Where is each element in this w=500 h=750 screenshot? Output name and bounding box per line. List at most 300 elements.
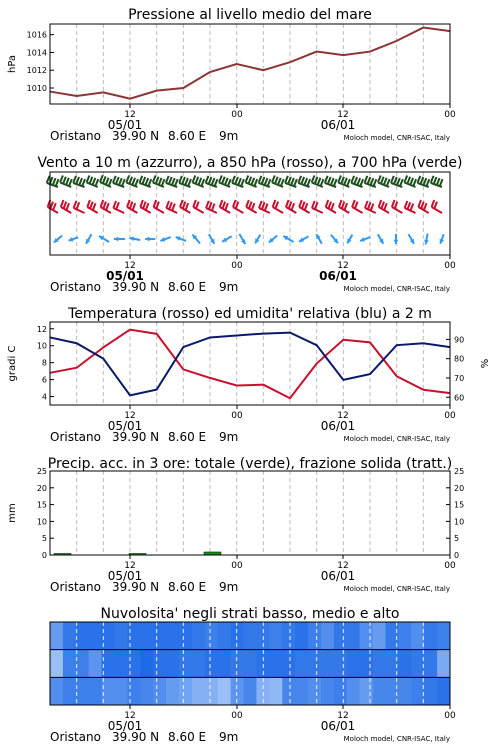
barb-feather [325, 176, 328, 183]
barb-feather [407, 177, 410, 184]
cloud-cell-alto [424, 622, 437, 650]
barb-feather [122, 179, 125, 186]
barb-feather [140, 200, 143, 207]
temperature-line [50, 330, 450, 399]
barb-feather [228, 179, 231, 186]
barb-feather [64, 202, 67, 209]
barb-feather [262, 177, 265, 184]
wind-barb-700-hPa [126, 176, 138, 187]
cloud-cell-medio [411, 650, 424, 678]
barb-feather [347, 179, 350, 186]
wind-barb-850-hPa [206, 201, 217, 213]
cloud-cell-medio [308, 650, 321, 678]
wind-barb-700-hPa [206, 176, 218, 187]
wind-barb-700-hPa [73, 176, 85, 187]
barb-feather [432, 200, 435, 207]
chart-title: Pressione al livello medio del mare [128, 7, 372, 23]
barb-feather [206, 176, 209, 183]
y-axis-label: hPa [7, 54, 18, 74]
pressure-line [50, 28, 450, 99]
barb-feather [60, 176, 63, 183]
y-right-tick-label: 90 [454, 335, 465, 345]
barb-feather [219, 176, 222, 183]
cloud-cell-basso [398, 677, 411, 705]
y-tick-label: 10 [36, 517, 47, 527]
barb-feather [405, 201, 408, 208]
barb-feather [404, 176, 407, 183]
y-right-tick-label: 0 [454, 551, 460, 560]
y-right-tick-label: 10 [454, 517, 465, 527]
barb-feather [387, 179, 390, 186]
barb-feather [232, 176, 235, 183]
barb-feather [90, 177, 93, 184]
barb-feather [252, 203, 255, 210]
barb-feather [418, 200, 421, 207]
location-lon: 8.60 E [168, 430, 207, 444]
barb-feather [146, 203, 149, 210]
wind-barb-850-hPa [246, 200, 256, 213]
cloud-cell-alto [360, 622, 373, 650]
barb-feather [133, 203, 136, 210]
wind-barb-700-hPa [139, 176, 151, 187]
wind-barb-850-hPa [379, 200, 389, 213]
barb-feather [47, 176, 50, 183]
barb-shaft [74, 208, 85, 213]
wind-barb-10-m [255, 235, 260, 244]
barb-feather [156, 177, 159, 184]
cloud-cell-basso [308, 677, 321, 705]
location-elev: 9m [219, 730, 239, 744]
barb-feather [417, 176, 420, 183]
cloud-cell-basso [360, 677, 373, 705]
cloud-cell-alto [89, 622, 102, 650]
wind-barb-10-m [269, 235, 277, 242]
barb-feather [305, 203, 308, 210]
cloud-cell-alto [334, 622, 347, 650]
barb-shaft [233, 207, 243, 213]
barb-shaft [312, 208, 323, 213]
date-label: 05/01 [106, 269, 144, 283]
x-tick-label: 00 [231, 110, 243, 120]
wind-barb-700-hPa [351, 176, 363, 187]
cloud-cell-alto [373, 622, 386, 650]
cloud-cell-basso [437, 677, 450, 705]
cloud-cell-medio [89, 650, 102, 678]
wind-barb-10-m [283, 236, 293, 242]
barb-feather [259, 176, 262, 183]
cloud-cell-medio [179, 650, 192, 678]
wind-barb-700-hPa [272, 176, 284, 187]
cloud-cell-basso [218, 677, 231, 705]
barb-feather [427, 179, 430, 186]
barb-feather [434, 177, 437, 184]
cloud-cell-medio [205, 650, 218, 678]
barb-feather [379, 200, 382, 207]
wind-barb-850-hPa [286, 200, 296, 213]
plot-frame [50, 471, 450, 555]
barb-feather [291, 203, 294, 210]
arrow-head [114, 237, 118, 242]
barb-feather [424, 203, 427, 210]
cloud-cell-medio [166, 650, 179, 678]
cloud-cell-medio [398, 650, 411, 678]
barb-feather [93, 203, 96, 210]
wind-barb-10-m [299, 236, 309, 242]
wind-barb-10-m [69, 237, 79, 242]
barb-feather [378, 176, 381, 183]
barb-feather [193, 176, 196, 183]
barb-feather [126, 176, 129, 183]
barb-feather [66, 178, 69, 185]
chart-title: Vento a 10 m (azzurro), a 850 hPa (rosso), a 700 hPa (verde) [37, 155, 463, 171]
barb-feather [304, 178, 307, 185]
barb-feather [169, 202, 172, 209]
wind-barb-10-m [347, 235, 352, 244]
barb-feather [384, 178, 387, 185]
barb-feather [285, 176, 288, 183]
date-label: 06/01 [320, 569, 356, 583]
barb-feather [103, 176, 106, 183]
barb-feather [241, 179, 244, 186]
y-tick-label: 25 [36, 467, 47, 476]
x-tick-label: 00 [444, 110, 456, 120]
wind-barb-850-hPa [220, 200, 230, 213]
cloud-cell-medio [269, 650, 282, 678]
barb-feather [100, 175, 103, 182]
location-lat: 39.90 N [112, 280, 160, 294]
wind-barb-850-hPa [326, 200, 336, 213]
cloud-cell-alto [127, 622, 140, 650]
cloud-cell-alto [76, 622, 89, 650]
barb-feather [185, 178, 188, 185]
wind-barb-850-hPa [352, 200, 362, 213]
cloud-cell-medio [360, 650, 373, 678]
barb-feather [61, 200, 64, 207]
barb-feather [408, 202, 411, 209]
barb-feather [238, 178, 241, 185]
barb-feather [225, 178, 228, 185]
wind-barb-700-hPa [153, 176, 165, 187]
wind-barb-850-hPa [392, 200, 402, 213]
barb-feather [106, 203, 109, 210]
cloud-cell-alto [321, 622, 334, 650]
wind-barb-10-m [114, 237, 125, 242]
barb-feather [95, 179, 98, 186]
x-tick-label: 00 [231, 411, 243, 421]
barb-feather [116, 177, 119, 184]
barb-feather [182, 177, 185, 184]
cloud-cell-basso [140, 677, 153, 705]
barb-shaft [154, 207, 164, 213]
barb-feather [206, 201, 209, 208]
credit: Moloch model, CNR-ISAC, Italy [343, 585, 450, 593]
y-tick-label: 1014 [26, 48, 47, 58]
cloud-cell-alto [115, 622, 128, 650]
barb-feather [159, 178, 162, 185]
cloud-cell-alto [231, 622, 244, 650]
barb-feather [301, 177, 304, 184]
barb-feather [410, 204, 413, 211]
location-elev: 9m [219, 430, 239, 444]
location-lon: 8.60 E [168, 730, 207, 744]
wind-barb-850-hPa [166, 201, 177, 213]
cloud-cell-basso [153, 677, 166, 705]
y-tick-label: 6 [41, 375, 47, 385]
location-lat: 39.90 N [112, 580, 160, 594]
barb-feather [381, 177, 384, 184]
cloud-cell-basso [63, 677, 76, 705]
barb-feather [166, 201, 169, 208]
x-tick-label: 12 [124, 261, 136, 271]
barb-feather [193, 200, 196, 207]
wind-barb-850-hPa [101, 200, 111, 213]
barb-feather [423, 178, 426, 185]
cloud-cell-basso [231, 677, 244, 705]
cloud-cell-basso [269, 677, 282, 705]
barb-feather [79, 178, 82, 185]
barb-feather [66, 203, 69, 210]
wind-barb-700-hPa [179, 176, 191, 187]
barb-feather [129, 177, 132, 184]
barb-feather [179, 176, 182, 183]
cloud-cell-medio [63, 650, 76, 678]
barb-feather [259, 201, 262, 208]
cloud-cell-basso [115, 677, 128, 705]
wind-barb-10-m [99, 236, 109, 242]
wind-barb-850-hPa [140, 200, 150, 213]
x-tick-label: 12 [124, 411, 136, 421]
barb-shaft [113, 208, 124, 213]
y-tick-label: 1016 [26, 30, 47, 40]
arrow-head [145, 237, 149, 242]
barb-feather [56, 179, 59, 186]
cloud-cell-basso [205, 677, 218, 705]
barb-feather [286, 200, 289, 207]
location-elev: 9m [219, 129, 239, 143]
location-name: Oristano [50, 580, 101, 594]
x-tick-label: 12 [124, 110, 136, 120]
barb-feather [172, 178, 175, 185]
barb-feather [431, 176, 434, 183]
barb-feather [338, 176, 341, 183]
barb-feather [82, 179, 85, 186]
barb-feather [289, 202, 292, 209]
y-axis-label: gradi C [7, 345, 18, 382]
wind-barb-700-hPa [219, 176, 231, 187]
barb-feather [143, 202, 146, 209]
y-tick-label: 20 [36, 483, 47, 493]
barb-feather [312, 201, 315, 208]
barb-feather [391, 176, 394, 183]
y-tick-label: 1010 [26, 84, 47, 93]
y-right-tick-label: 15 [454, 500, 465, 510]
barb-feather [233, 200, 236, 207]
barb-feather [209, 202, 212, 209]
cloud-cell-basso [411, 677, 424, 705]
cloud-cell-basso [127, 677, 140, 705]
wind-barb-10-m [160, 237, 170, 242]
y-right-tick-label: 20 [454, 483, 465, 493]
barb-feather [307, 179, 310, 186]
barb-feather [236, 202, 239, 209]
cloud-cell-medio [424, 650, 437, 678]
barb-feather [331, 203, 334, 210]
date-label: 05/01 [107, 419, 143, 433]
barb-feather [212, 178, 215, 185]
barb-feather [278, 178, 281, 185]
credit: Moloch model, CNR-ISAC, Italy [343, 285, 450, 293]
x-tick-label: 12 [124, 711, 136, 721]
wind-barb-850-hPa [193, 200, 203, 213]
date-label: 06/01 [319, 269, 357, 283]
wind-barb-850-hPa [299, 200, 309, 213]
wind-barb-850-hPa [273, 200, 283, 213]
cloud-cell-basso [50, 677, 63, 705]
cloud-cell-alto [205, 622, 218, 650]
x-tick-label: 00 [444, 561, 456, 571]
barb-feather [328, 177, 331, 184]
barb-feather [374, 179, 377, 186]
cloud-cell-basso [295, 677, 308, 705]
barb-feather [434, 202, 437, 209]
barb-feather [127, 200, 130, 207]
y-tick-label: 1012 [26, 66, 47, 76]
cloud-cell-basso [424, 677, 437, 705]
wind-barb-700-hPa [245, 176, 257, 187]
y-axis-label: mm [7, 503, 18, 523]
barb-feather [212, 204, 215, 211]
location-name: Oristano [50, 129, 101, 143]
cloud-cell-medio [50, 650, 63, 678]
barb-feather [222, 177, 225, 184]
wind-barb-850-hPa [432, 200, 442, 213]
wind-barb-10-m [378, 234, 384, 244]
cloud-cell-medio [76, 650, 89, 678]
cloud-cell-alto [282, 622, 295, 650]
cloud-cell-basso [89, 677, 102, 705]
y-tick-label: 8 [41, 358, 47, 368]
wind-barb-10-m [316, 234, 322, 244]
y-right-axis-label: % [480, 358, 491, 369]
barb-feather [195, 177, 198, 184]
barb-feather [50, 202, 53, 209]
wind-barb-10-m [331, 235, 338, 243]
barb-feather [410, 178, 413, 185]
barb-feather [397, 178, 400, 185]
cloud-cell-alto [192, 622, 205, 650]
wind-barb-700-hPa [259, 176, 271, 187]
cloud-cell-medio [321, 650, 334, 678]
date-label: 05/01 [107, 118, 143, 132]
wind-barb-700-hPa [325, 176, 337, 187]
barb-feather [93, 178, 96, 185]
wind-barb-700-hPa [312, 176, 324, 187]
barb-feather [188, 179, 191, 186]
barb-feather [113, 176, 116, 183]
barb-feather [339, 200, 342, 207]
barb-shaft [352, 207, 362, 213]
barb-feather [254, 179, 257, 186]
barb-feather [265, 178, 268, 185]
barb-feather [74, 201, 77, 208]
barb-feather [145, 178, 148, 185]
wind-barb-10-m [424, 234, 429, 245]
barb-shaft [193, 207, 203, 213]
barb-feather [381, 202, 384, 209]
barb-feather [223, 202, 226, 209]
barb-feather [73, 176, 76, 183]
wind-barb-850-hPa [74, 201, 85, 213]
barb-feather [413, 179, 416, 186]
cloud-cell-alto [347, 622, 360, 650]
cloud-cell-alto [50, 622, 63, 650]
barb-feather [69, 179, 72, 186]
y-tick-label: 10 [36, 341, 47, 351]
wind-barb-850-hPa [61, 200, 71, 213]
cloud-cell-basso [282, 677, 295, 705]
wind-barb-850-hPa [339, 200, 349, 213]
barb-feather [331, 178, 334, 185]
barb-feather [281, 179, 284, 186]
barb-feather [63, 177, 66, 184]
barb-shaft [273, 207, 283, 213]
barb-feather [357, 178, 360, 185]
barb-feather [87, 176, 90, 183]
wind-barb-10-m [409, 234, 415, 244]
barb-feather [87, 200, 90, 207]
wind-barb-700-hPa [232, 176, 244, 187]
y-right-tick-label: 5 [454, 534, 460, 544]
wind-barb-850-hPa [418, 200, 428, 213]
cloud-cell-basso [373, 677, 386, 705]
barb-feather [326, 200, 329, 207]
y-tick-label: 15 [36, 500, 47, 510]
barb-feather [360, 179, 363, 186]
location-lon: 8.60 E [168, 580, 207, 594]
location-name: Oristano [50, 430, 101, 444]
y-tick-label: 12 [36, 324, 47, 334]
wind-barb-700-hPa [404, 176, 416, 187]
chart-title: Nuvolosita' negli strati basso, medio e alto [100, 606, 400, 622]
x-tick-label: 00 [231, 561, 243, 571]
x-tick-label: 00 [444, 261, 456, 271]
barb-feather [298, 176, 301, 183]
barb-feather [437, 178, 440, 185]
barb-feather [154, 200, 157, 207]
x-tick-label: 12 [337, 711, 349, 721]
barb-feather [196, 202, 199, 209]
barb-feather [169, 177, 172, 184]
cloud-cell-medio [437, 650, 450, 678]
barb-feather [272, 176, 275, 183]
cloud-cell-medio [373, 650, 386, 678]
barb-feather [106, 178, 109, 185]
date-label: 05/01 [107, 719, 143, 733]
wind-barb-10-m [239, 234, 245, 244]
barb-feather [116, 202, 119, 209]
credit: Moloch model, CNR-ISAC, Italy [343, 435, 450, 443]
wind-barb-700-hPa [298, 176, 310, 187]
y-right-tick-label: 60 [454, 393, 465, 403]
x-tick-label: 00 [231, 261, 243, 271]
barb-feather [334, 179, 337, 186]
cloud-cell-basso [192, 677, 205, 705]
y-tick-label: 0 [41, 551, 47, 560]
x-tick-label: 12 [337, 261, 349, 271]
barb-feather [225, 203, 228, 210]
barb-feather [246, 200, 249, 207]
cloud-cell-alto [166, 622, 179, 650]
